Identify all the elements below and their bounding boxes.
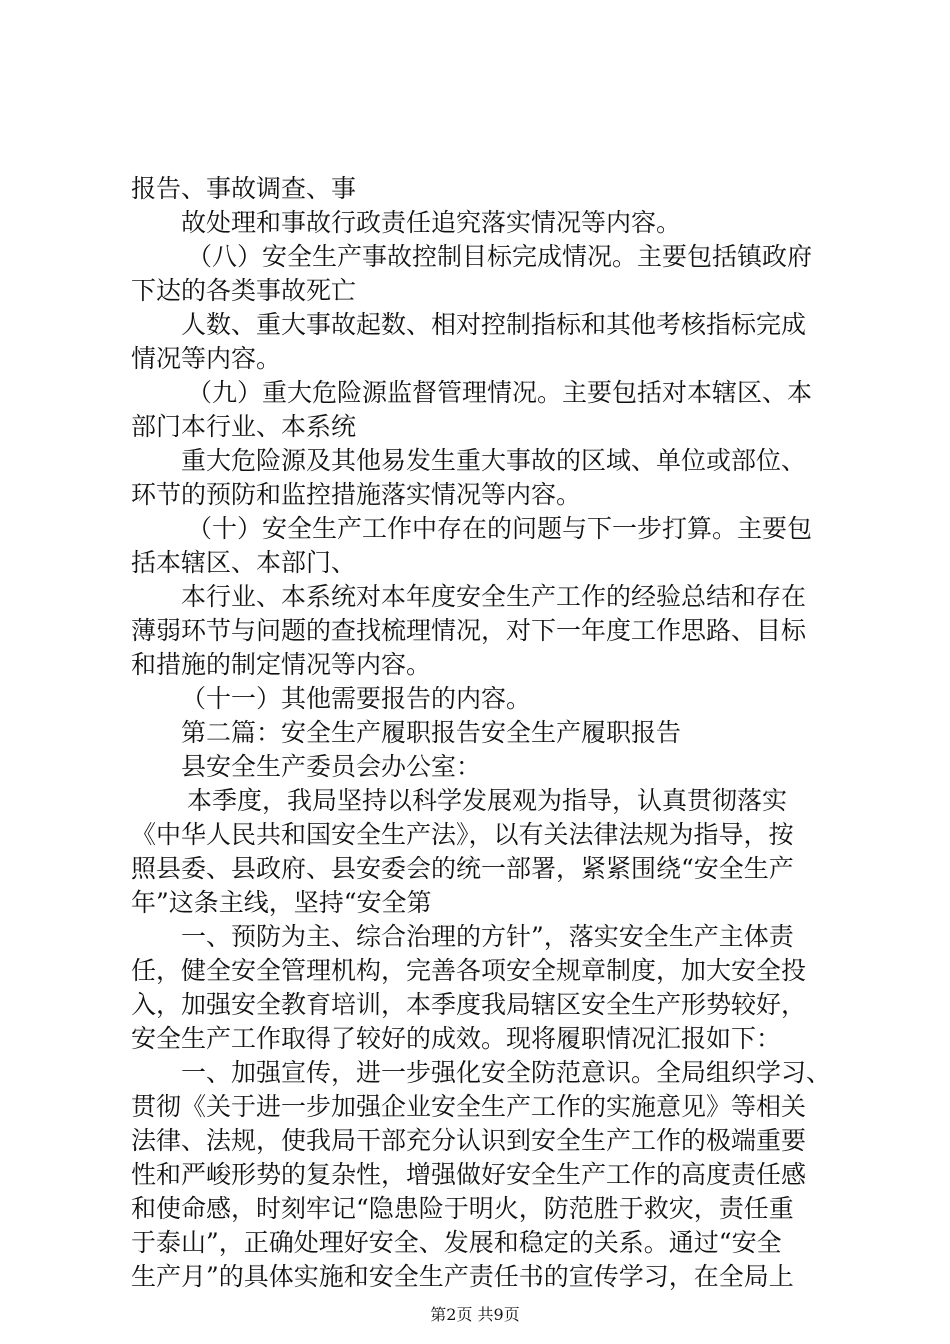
text-line-29: 法律、法规，使我局干部充分认识到安全生产工作的极端重要 (131, 1126, 807, 1155)
text-line-26: 安全生产工作取得了较好的成效。现将履职情况汇报如下： (131, 1024, 782, 1053)
text-line-20: 《中华人民共和国安全生产法》，以有关法律法规为指导，按 (131, 820, 794, 849)
text-line-27: 一、加强宣传，进一步强化安全防范意识。全局组织学习、 (181, 1058, 832, 1087)
text-line-21: 照县委、县政府、县安委会的统一部署，紧紧围绕“安全生产 (131, 854, 794, 883)
text-line-15: 和措施的制定情况等内容。 (131, 650, 432, 679)
document-body (131, 172, 831, 1294)
addressee: 县安全生产委员会办公室： (181, 752, 482, 781)
text-line-12: 括本辖区、本部门、 (131, 548, 357, 577)
text-line-5: 人数、重大事故起数、相对控制指标和其他考核指标完成 (181, 310, 807, 339)
section-heading: 第二篇：安全生产履职报告安全生产履职报告 (181, 718, 682, 747)
text-line-28: 贯彻《关于进一步加强企业安全生产工作的实施意见》等相关 (131, 1092, 807, 1121)
text-line-32: 于泰山”，正确处理好安全、发展和稳定的关系。通过“安全 (131, 1228, 782, 1257)
text-line-19: 本季度，我局坚持以科学发展观为指导，认真贯彻落实 (187, 786, 788, 815)
text-line-10: 环节的预防和监控措施落实情况等内容。 (131, 480, 582, 509)
text-line-24: 任，健全安全管理机构，完善各项安全规章制度，加大安全投 (131, 956, 807, 985)
text-line-30: 性和严峻形势的复杂性，增强做好安全生产工作的高度责任感 (131, 1160, 807, 1189)
text-line-11: （十）安全生产工作中存在的问题与下一步打算。主要包 (187, 514, 813, 543)
text-line-31: 和使命感，时刻牢记“隐患险于明火，防范胜于救灾，责任重 (131, 1194, 794, 1223)
text-line-8: 部门本行业、本系统 (131, 412, 357, 441)
page-number-footer: 第2页 共9页 (430, 1305, 520, 1324)
text-line-7: （九）重大危险源监督管理情况。主要包括对本辖区、本 (187, 378, 813, 407)
text-line-33: 生产月”的具体实施和安全生产责任书的宣传学习，在全局上 (131, 1262, 794, 1291)
text-line-22: 年”这条主线，坚持“安全第 (131, 888, 432, 917)
text-line-14: 薄弱环节与问题的查找梳理情况，对下一年度工作思路、目标 (131, 616, 807, 645)
text-line-9: 重大危险源及其他易发生重大事故的区域、单位或部位、 (181, 446, 807, 475)
text-line-13: 本行业、本系统对本年度安全生产工作的经验总结和存在 (181, 582, 807, 611)
text-line-4: 下达的各类事故死亡 (131, 276, 357, 305)
text-line-25: 入，加强安全教育培训，本季度我局辖区安全生产形势较好， (131, 990, 807, 1019)
text-line-23: 一、预防为主、综合治理的方针”，落实安全生产主体责 (181, 922, 794, 951)
text-line-1: 报告、事故调查、事 (131, 174, 357, 203)
text-line-16: （十一）其他需要报告的内容。 (181, 684, 532, 713)
text-line-2: 故处理和事故行政责任追究落实情况等内容。 (181, 208, 682, 237)
text-line-3: （八）安全生产事故控制目标完成情况。主要包括镇政府 (187, 242, 813, 271)
text-line-6: 情况等内容。 (131, 344, 282, 373)
